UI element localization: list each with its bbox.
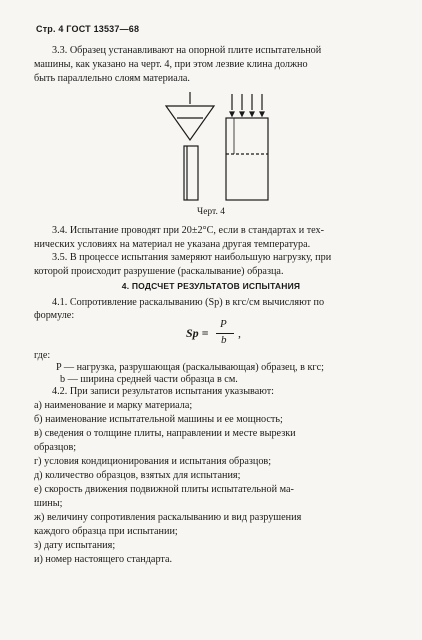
para-3-4-line-1: 3.4. Испытание проводят при 20±2°С, если в стандартах и тех-: [52, 225, 325, 236]
list-item-a: а) наименование и марку материала;: [34, 400, 193, 411]
figure-4-drawing: [160, 90, 270, 202]
para-3-4-line-2: нических условиях на материал не указана другая температура.: [34, 239, 311, 250]
list-item-g: г) условия кондиционирования и испытания образцов;: [34, 456, 272, 467]
formula-sp: [186, 318, 276, 348]
para-3-5-line-2: которой происходит разрушение (раскалывание) образца.: [34, 266, 284, 277]
list-item-b: б) наименование испытательной машины и ее мощность;: [34, 414, 283, 425]
formula-comma: ,: [238, 326, 241, 340]
list-item-d: д) количество образцов, взятых для испытания;: [34, 470, 241, 481]
where-label: где:: [34, 350, 51, 361]
para-4-2: 4.2. При записи результатов испытания указывают:: [52, 386, 274, 397]
para-3-3-line-2: машины, как указано на черт. 4, при этом лезвие клина должно: [34, 59, 308, 70]
formula-numerator: P: [220, 318, 227, 330]
para-3-3-line-3: быть параллельно слоям материала.: [34, 73, 190, 84]
para-3-3-line-1: 3.3. Образец устанавливают на опорной плите испытательной: [52, 45, 322, 56]
list-item-zh: ж) величину сопротивления раскалыванию и вид разрушения: [34, 512, 302, 523]
section-4-title: 4. ПОДСЧЕТ РЕЗУЛЬТАТОВ ИСПЫТАНИЯ: [121, 281, 301, 291]
list-item-e-cont: шины;: [34, 498, 63, 509]
formula-denominator: b: [221, 334, 227, 346]
definition-p: P — нагрузка, разрушающая (раскалывающая) образец, в кгс;: [56, 362, 324, 373]
para-4-1-line-1: 4.1. Сопротивление раскалыванию (Sр) в кгс/см вычисляют по: [52, 297, 325, 308]
list-item-zh-cont: каждого образца при испытании;: [34, 526, 178, 537]
para-4-1-line-2: формуле:: [34, 310, 75, 321]
list-item-v-cont: образцов;: [34, 442, 77, 453]
page-header: Стр. 4 ГОСТ 13537—68: [36, 24, 140, 34]
figure-caption: Черт. 4: [197, 207, 225, 217]
list-item-e: е) скорость движения подвижной плиты испытательной ма-: [34, 484, 294, 495]
formula-lhs: Sр =: [186, 326, 209, 340]
para-3-5-line-1: 3.5. В процессе испытания замеряют наибольшую нагрузку, при: [52, 252, 332, 263]
list-item-z: з) дату испытания;: [34, 540, 116, 551]
list-item-v: в) сведения о толщине плиты, направлении и месте вырезки: [34, 428, 296, 439]
definition-b: b — ширина средней части образца в см.: [60, 374, 238, 385]
list-item-i: и) номер настоящего стандарта.: [34, 554, 173, 565]
